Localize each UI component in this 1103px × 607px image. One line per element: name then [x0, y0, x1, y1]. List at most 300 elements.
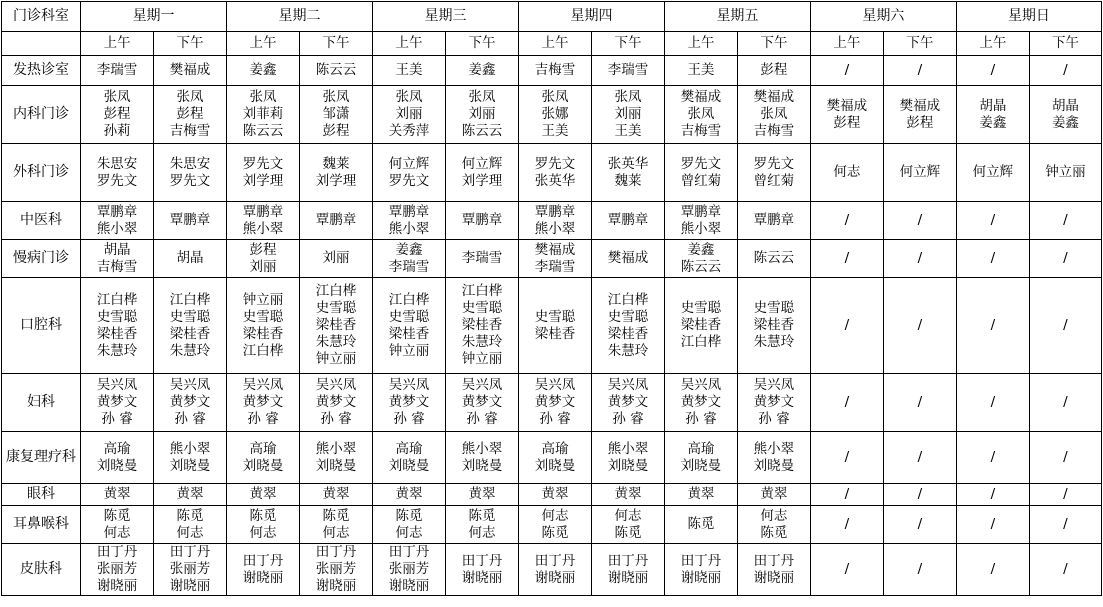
doctor-name: 孙 睿 [539, 411, 571, 427]
schedule-cell [373, 374, 446, 432]
schedule-cell [1029, 506, 1101, 544]
doctor-name: 何志 [614, 507, 642, 524]
doctor-name: 孙 睿 [101, 411, 133, 427]
doctor-name: 姜鑫 [395, 241, 423, 258]
doctor-name: / [990, 486, 996, 502]
doctor-name: 李瑞雪 [96, 62, 138, 78]
schedule-cell [883, 86, 956, 144]
doctor-name: 吴兴凤 [461, 377, 503, 393]
schedule-cell [154, 278, 227, 374]
doctor-name: 刘晓曼 [169, 457, 211, 474]
schedule-cell [737, 432, 810, 484]
doctor-name: 谢晓丽 [461, 569, 503, 586]
doctor-name: / [990, 516, 996, 532]
doctor-name: 谢晓丽 [169, 578, 211, 594]
doctor-name: 吴兴凤 [169, 377, 211, 393]
doctor-name: / [1063, 250, 1068, 266]
shift-pm: 下午 [154, 32, 227, 56]
doctor-name: 江白桦 [169, 291, 211, 308]
doctor-name: 张凤 [468, 89, 496, 105]
doctor-name: 刘晓曼 [680, 457, 722, 474]
doctor-name: 刘丽 [249, 258, 277, 275]
doctor-name: 彭程 [833, 114, 861, 131]
doctor-name: 张凤 [249, 89, 277, 105]
doctor-name: 高瑜 [395, 440, 423, 457]
doctor-name: 刘晓曼 [242, 457, 284, 474]
schedule-cell [227, 278, 300, 374]
doctor-name: 黄翠 [614, 486, 642, 502]
doctor-name: 张凤 [395, 89, 423, 105]
doctor-name: 梁桂香 [680, 317, 722, 333]
doctor-name: 熊小翠 [680, 220, 722, 237]
schedule-cell [227, 374, 300, 432]
doctor-name: 陈云云 [680, 258, 722, 275]
schedule-cell [1029, 278, 1101, 374]
schedule-cell [956, 506, 1029, 544]
doctor-name: 黄梦文 [534, 394, 576, 410]
doctor-name: 刘丽 [468, 106, 496, 122]
schedule-cell [810, 544, 883, 596]
department-row [2, 144, 1102, 202]
shift-pm: 下午 [737, 32, 810, 56]
schedule-cell [518, 144, 591, 202]
doctor-name: 何志 [176, 524, 204, 541]
schedule-cell [518, 432, 591, 484]
doctor-name: 孙 睿 [393, 411, 425, 427]
department-row [2, 484, 1102, 506]
schedule-cell [81, 86, 154, 144]
schedule-cell [664, 56, 737, 86]
doctor-name: 何志 [249, 524, 277, 541]
schedule-cell [883, 56, 956, 86]
doctor-name: / [844, 212, 850, 228]
doctor-name: / [917, 394, 923, 410]
schedule-cell [154, 202, 227, 240]
doctor-name: 黄梦文 [680, 394, 722, 410]
doctor-name: 彭程 [322, 123, 350, 139]
schedule-cell [446, 544, 519, 596]
schedule-cell [956, 374, 1029, 432]
doctor-name: 魏莱 [614, 172, 642, 189]
doctor-name: 陈觅 [322, 507, 350, 524]
doctor-name: / [917, 62, 923, 78]
schedule-cell [664, 240, 737, 278]
schedule-cell [591, 484, 664, 506]
doctor-name: 钟立丽 [1045, 164, 1086, 180]
doctor-name: 黄梦文 [388, 394, 430, 410]
doctor-name: / [844, 449, 850, 465]
schedule-cell [300, 144, 373, 202]
doctor-name: 刘学理 [242, 172, 284, 189]
schedule-cell [591, 374, 664, 432]
doctor-name: / [990, 212, 996, 228]
schedule-table [1, 1, 1102, 596]
schedule-cell [446, 278, 519, 374]
doctor-name: 彭程 [906, 114, 934, 131]
doctor-name: 罗先文 [169, 172, 211, 189]
schedule-cell [227, 240, 300, 278]
doctor-name: 刘晓曼 [315, 457, 357, 474]
schedule-cell [300, 86, 373, 144]
doctor-name: 李瑞雪 [461, 250, 503, 266]
schedule-cell [810, 506, 883, 544]
doctor-name: 陈云云 [753, 250, 795, 266]
schedule-cell [956, 240, 1029, 278]
doctor-name: 刘丽 [395, 106, 423, 122]
schedule-cell [518, 240, 591, 278]
department-row [2, 86, 1102, 144]
doctor-name: 钟立丽 [315, 351, 357, 367]
department-name: 皮肤科 [2, 544, 81, 596]
doctor-name: / [844, 486, 850, 502]
schedule-cell [737, 506, 810, 544]
schedule-cell [883, 202, 956, 240]
doctor-name: / [990, 394, 996, 410]
schedule-cell [300, 506, 373, 544]
department-name: 发热诊室 [2, 56, 81, 86]
doctor-name: 史雪聪 [388, 308, 430, 325]
doctor-name: 刘丽 [614, 106, 642, 122]
doctor-name: 吴兴凤 [315, 377, 357, 393]
doctor-name: 何志 [322, 524, 350, 541]
schedule-cell [664, 86, 737, 144]
doctor-name: 钟立丽 [461, 351, 503, 367]
schedule-cell [810, 484, 883, 506]
schedule-cell [154, 144, 227, 202]
schedule-cell [154, 374, 227, 432]
schedule-cell [737, 86, 810, 144]
doctor-name: 朱慧玲 [315, 334, 357, 350]
department-name: 外科门诊 [2, 144, 81, 202]
doctor-name: 王美 [395, 62, 423, 78]
schedule-cell [373, 240, 446, 278]
schedule-cell [81, 56, 154, 86]
doctor-name: 黄翠 [687, 486, 715, 502]
doctor-name: 孙 睿 [174, 411, 206, 427]
shift-pm: 下午 [446, 32, 519, 56]
doctor-name: 刘晓曼 [461, 457, 503, 474]
doctor-name: / [1063, 449, 1068, 465]
doctor-name: 张凤 [103, 89, 131, 105]
doctor-name: 钟立丽 [242, 291, 284, 308]
day-header: 星期日 [956, 2, 1101, 32]
doctor-name: 覃鹏章 [753, 212, 795, 228]
schedule-cell [883, 144, 956, 202]
doctor-name: / [990, 62, 996, 78]
doctor-name: 李瑞雪 [388, 258, 430, 275]
doctor-name: 张娜 [541, 106, 569, 122]
schedule-cell [883, 374, 956, 432]
doctor-name: 黄梦文 [753, 394, 795, 410]
doctor-name: 谢晓丽 [534, 569, 576, 586]
day-header: 星期一 [81, 2, 227, 32]
schedule-cell [154, 432, 227, 484]
schedule-cell [518, 56, 591, 86]
schedule-cell [956, 278, 1029, 374]
schedule-cell [737, 240, 810, 278]
doctor-name: / [1063, 212, 1068, 228]
doctor-name: 史雪聪 [461, 300, 503, 316]
schedule-cell [518, 484, 591, 506]
doctor-name: 黄翠 [541, 486, 569, 502]
doctor-name: 史雪聪 [242, 308, 284, 325]
schedule-cell [446, 240, 519, 278]
doctor-name: 熊小翠 [388, 220, 430, 237]
doctor-name: / [844, 62, 850, 78]
doctor-name: / [1063, 516, 1068, 532]
schedule-cell [154, 484, 227, 506]
doctor-name: 彭程 [176, 106, 204, 122]
doctor-name: 田丁丹 [96, 544, 138, 560]
doctor-name: 覃鹏章 [680, 203, 722, 220]
schedule-cell [1029, 484, 1101, 506]
schedule-cell [81, 432, 154, 484]
doctor-name: 张凤 [176, 89, 204, 105]
doctor-name: 彭程 [760, 62, 788, 78]
doctor-name: 张丽芳 [388, 561, 430, 577]
department-name: 妇科 [2, 374, 81, 432]
schedule-cell [1029, 56, 1101, 86]
schedule-cell [154, 240, 227, 278]
shift-am: 上午 [81, 32, 154, 56]
doctor-name: 熊小翠 [461, 440, 503, 457]
schedule-cell [956, 544, 1029, 596]
doctor-name: 高瑜 [541, 440, 569, 457]
shift-pm: 下午 [883, 32, 956, 56]
doctor-name: 关秀萍 [388, 123, 430, 139]
shift-pm: 下午 [300, 32, 373, 56]
doctor-name: / [1063, 394, 1068, 410]
schedule-cell [446, 56, 519, 86]
day-header: 星期三 [373, 2, 519, 32]
schedule-cell [227, 56, 300, 86]
schedule-cell [956, 484, 1029, 506]
department-row [2, 432, 1102, 484]
doctor-name: 熊小翠 [242, 220, 284, 237]
doctor-name: 江白桦 [607, 291, 649, 308]
doctor-name: 田丁丹 [753, 552, 795, 569]
schedule-cell [883, 278, 956, 374]
doctor-name: 王美 [614, 123, 642, 139]
shift-am: 上午 [227, 32, 300, 56]
schedule-cell [810, 144, 883, 202]
doctor-name: / [844, 561, 850, 577]
doctor-name: 陈云云 [315, 62, 357, 78]
doctor-name: 朱慧玲 [96, 342, 138, 359]
doctor-name: 胡晶 [103, 241, 131, 258]
doctor-name: 刘学理 [315, 172, 357, 189]
doctor-name: 何志 [760, 507, 788, 524]
day-header: 星期四 [518, 2, 664, 32]
schedule-cell [883, 484, 956, 506]
schedule-cell [810, 374, 883, 432]
schedule-cell [956, 432, 1029, 484]
doctor-name: 田丁丹 [607, 552, 649, 569]
doctor-name: 何志 [468, 524, 496, 541]
schedule-cell [81, 544, 154, 596]
doctor-name: / [844, 394, 850, 410]
schedule-cell [737, 144, 810, 202]
doctor-name: 覃鹏章 [388, 203, 430, 220]
schedule-cell [591, 544, 664, 596]
doctor-name: 曾红菊 [680, 172, 722, 189]
shift-header-blank [2, 32, 81, 56]
schedule-cell [1029, 202, 1101, 240]
schedule-cell [227, 506, 300, 544]
schedule-cell [300, 56, 373, 86]
doctor-name: 朱思安 [96, 155, 138, 172]
day-header-row [2, 2, 1102, 32]
doctor-name: 吴兴凤 [242, 377, 284, 393]
doctor-name: 何志 [395, 524, 423, 541]
doctor-name: 田丁丹 [680, 552, 722, 569]
department-name: 耳鼻喉科 [2, 506, 81, 544]
doctor-name: 谢晓丽 [242, 569, 284, 586]
schedule-cell [664, 506, 737, 544]
day-header: 星期二 [227, 2, 373, 32]
schedule-cell [300, 544, 373, 596]
doctor-name: 熊小翠 [169, 440, 211, 457]
schedule-cell [810, 432, 883, 484]
doctor-name: 谢晓丽 [680, 569, 722, 586]
schedule-cell [446, 432, 519, 484]
schedule-cell [154, 506, 227, 544]
doctor-name: / [917, 317, 923, 333]
schedule-cell [227, 484, 300, 506]
schedule-cell [373, 202, 446, 240]
day-header: 星期五 [664, 2, 810, 32]
doctor-name: / [1063, 62, 1068, 78]
schedule-cell [81, 506, 154, 544]
doctor-name: 朱慧玲 [607, 342, 649, 359]
doctor-name: 梁桂香 [534, 325, 576, 342]
schedule-cell [446, 144, 519, 202]
doctor-name: 梁桂香 [607, 325, 649, 342]
schedule-cell [81, 240, 154, 278]
schedule-cell [81, 484, 154, 506]
schedule-cell [883, 544, 956, 596]
schedule-cell [664, 432, 737, 484]
schedule-cell [446, 202, 519, 240]
doctor-name: 彭程 [103, 106, 131, 122]
doctor-name: 刘菲莉 [242, 106, 284, 122]
doctor-name: 何志 [833, 164, 861, 180]
doctor-name: 黄翠 [760, 486, 788, 502]
doctor-name: 黄梦文 [242, 394, 284, 410]
schedule-cell [664, 144, 737, 202]
schedule-cell [373, 432, 446, 484]
doctor-name: 李瑞雪 [607, 62, 649, 78]
doctor-name: 魏莱 [322, 155, 350, 172]
doctor-name: 史雪聪 [753, 300, 795, 316]
schedule-cell [227, 544, 300, 596]
schedule-cell [883, 240, 956, 278]
doctor-name: 谢晓丽 [315, 578, 357, 594]
shift-header-row [2, 32, 1102, 56]
doctor-name: 罗先文 [534, 155, 576, 172]
schedule-cell [664, 484, 737, 506]
doctor-name: 罗先文 [680, 155, 722, 172]
schedule-cell [1029, 144, 1101, 202]
doctor-name: 江白桦 [388, 291, 430, 308]
schedule-cell [1029, 240, 1101, 278]
doctor-name: 曾红菊 [753, 172, 795, 189]
schedule-cell [227, 144, 300, 202]
department-row [2, 56, 1102, 86]
schedule-cell [1029, 86, 1101, 144]
department-name: 眼科 [2, 484, 81, 506]
doctor-name: 熊小翠 [607, 440, 649, 457]
doctor-name: 田丁丹 [461, 552, 503, 569]
schedule-cell [154, 86, 227, 144]
doctor-name: 江白桦 [242, 342, 284, 359]
doctor-name: 何志 [103, 524, 131, 541]
shift-am: 上午 [373, 32, 446, 56]
doctor-name: 梁桂香 [242, 325, 284, 342]
doctor-name: 陈觅 [687, 516, 715, 532]
schedule-cell [446, 484, 519, 506]
doctor-name: 江白桦 [680, 334, 722, 350]
doctor-name: 樊福成 [826, 97, 868, 114]
doctor-name: 樊福成 [680, 89, 722, 105]
schedule-cell [810, 278, 883, 374]
department-row [2, 544, 1102, 596]
schedule-cell [300, 202, 373, 240]
doctor-name: 吴兴凤 [753, 377, 795, 393]
doctor-name: 陈觅 [468, 507, 496, 524]
schedule-cell [518, 278, 591, 374]
schedule-cell [737, 374, 810, 432]
doctor-name: 吴兴凤 [534, 377, 576, 393]
doctor-name: 熊小翠 [534, 220, 576, 237]
schedule-cell [373, 56, 446, 86]
schedule-cell [81, 144, 154, 202]
schedule-cell [227, 432, 300, 484]
schedule-cell [373, 544, 446, 596]
doctor-name: 江白桦 [96, 291, 138, 308]
doctor-name: 田丁丹 [534, 552, 576, 569]
doctor-name: 吴兴凤 [607, 377, 649, 393]
doctor-name: 姜鑫 [979, 114, 1007, 131]
doctor-name: 樊福成 [753, 89, 795, 105]
doctor-name: 黄翠 [103, 486, 131, 502]
doctor-name: 覃鹏章 [607, 212, 649, 228]
doctor-name: 孙 睿 [612, 411, 644, 427]
doctor-name: / [990, 449, 996, 465]
doctor-name: 陈觅 [103, 507, 131, 524]
department-row [2, 202, 1102, 240]
schedule-cell [956, 86, 1029, 144]
schedule-cell [373, 278, 446, 374]
doctor-name: 田丁丹 [242, 552, 284, 569]
doctor-name: 何志 [541, 507, 569, 524]
schedule-cell [154, 56, 227, 86]
schedule-cell [1029, 374, 1101, 432]
doctor-name: 江白桦 [315, 283, 357, 299]
doctor-name: 谢晓丽 [388, 578, 430, 594]
doctor-name: 陈云云 [461, 123, 503, 139]
doctor-name: 谢晓丽 [753, 569, 795, 586]
doctor-name: 胡晶 [1051, 97, 1079, 114]
doctor-name: 樊福成 [534, 241, 576, 258]
department-row [2, 240, 1102, 278]
doctor-name: 朱慧玲 [169, 342, 211, 359]
schedule-cell [227, 202, 300, 240]
schedule-cell [300, 374, 373, 432]
schedule-cell [737, 56, 810, 86]
schedule-cell [373, 506, 446, 544]
doctor-name: 江白桦 [461, 283, 503, 299]
